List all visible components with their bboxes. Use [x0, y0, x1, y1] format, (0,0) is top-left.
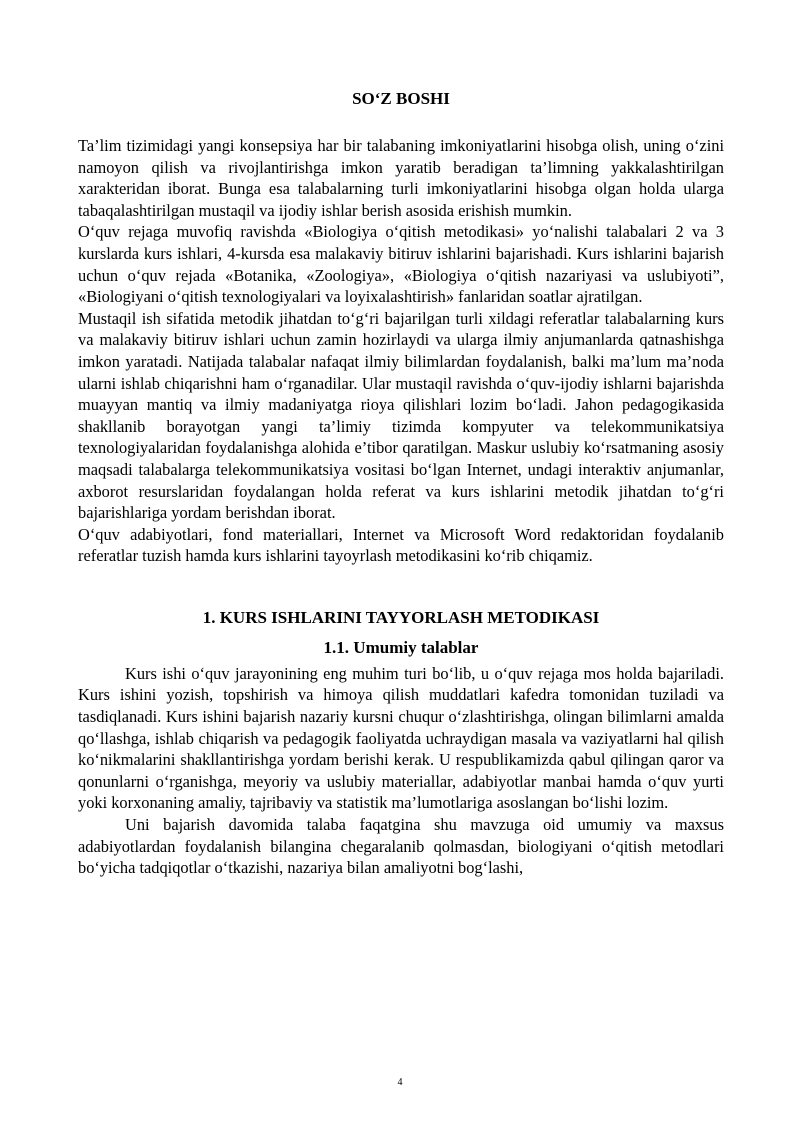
section-title: 1. KURS ISHLARINI TAYYORLASH METODIKASI — [202, 607, 600, 627]
subsection-body — [78, 663, 724, 879]
page-number: 4 — [397, 1077, 403, 1088]
page-title: SO‘Z BOSHI — [352, 89, 450, 108]
document-page — [78, 88, 724, 879]
intro-paragraph-3: Mustaqil ish sifatida metodik jihatdan to‘g‘ri bajarilgan turli xildagi referatlar talabalarning kurs va malakaviy bitiruv ishlari uchun zamin hozirlaydi va ularga ilmiy anjumanlarda qatnashishga imkon yaratadi. Natijada talabalar nafaqat ilmiy bilimlardan foydalanish, balki ma’lum ma’noda ularni ishlab chiqarishni ham o‘rganadilar. Ular mustaqil ravishda o‘quv-ijodiy ishlarni bajarishda muayyan mantiq va ilmiy madaniyatga rioya qilishlari lozim bo‘ladi. Jahon pedagogikasida shakllanib borayotgan yangi ta’limiy tizimda kompyuter va telekommunikatsiya texnologiyalaridan foydalanishga alohida e’tibor qaratilgan. Maskur uslubiy ko‘rsatmaning asosiy maqsadi talabalarga telekommunikatsiya vositasi bo‘lgan Internet, undagi interaktiv anjumanlar, axborot resurslaridan foydalangan holda referat va kurs ishlarini metodik jihatdan to‘g‘ri bajarishlariga yordam berishdan iborat. — [78, 308, 724, 523]
subsection-title: 1.1. Umumiy talablar — [323, 637, 479, 657]
intro-section — [78, 135, 724, 567]
intro-paragraph-2: O‘quv rejaga muvofiq ravishda «Biologiya o‘qitish metodikasi» yo‘nalishi talabalari 2 va 3 kurslarda kurs ishlari, 4-kursda esa malakaviy bitiruv ishlarini bajarishadi. Kurs ishlarini bajarish uchun o‘quv rejada «Botanika, «Zoologiya», «Biologiya o‘qitish nazariyasi va uslubiyoti”, «Biologiyani o‘qitish texnologiyalari va loyixalashtirish» fanlaridan soatlar ajratilgan. — [78, 222, 724, 307]
body-paragraph-1: Kurs ishi o‘quv jarayonining eng muhim turi bo‘lib, u o‘quv rejaga mos holda bajariladi. Kurs ishini yozish, topshirish va himoya qilish muddatlari kafedra tomonidan tuziladi va tasdiqlanadi. Kurs ishini bajarish nazariy kursni chuqur o‘zlashtirishga, olingan bilimlarni amalda qo‘llashga, ishlab chiqarish va pedagogik faoliyatda uchraydigan masala va vaziyatlarni hal qilish ko‘nikmalarini shakllantirishga yordam berishi kerak. U respublikamizda qabul qilingan qaror va qonunlarni o‘rganishga, meyoriy va uslubiy materiallar, adabiyotlar manbai hamda o‘quv yurti yoki korxonaning amaliy, tajribaviy va statistik ma’lumotlariga asoslangan bo‘lishi lozim. — [78, 663, 724, 813]
body-paragraph-2: Uni bajarish davomida talaba faqatgina shu mavzuga oid umumiy va maxsus adabiyotlardan foydalanish bilangina chegaralanib qolmasdan, biologiyani o‘qitish metodlari bo‘yicha tadqiqotlar o‘tkazishi, nazariya bilan amaliyotni bog‘lashi, — [78, 815, 724, 878]
intro-paragraph-1: Ta’lim tizimidagi yangi konsepsiya har bir talabaning imkoniyatlarini hisobga olish, uning o‘zini namoyon qilish va rivojlantirishga imkon yaratib beradigan ta’limning yakkalashtirilgan xarakteridan iborat. Bunga esa talabalarning turli imkoniyatlarini hisobga olgan holda ularga tabaqalashtirilgan mustaqil va ijodiy ishlar berish asosida erishish mumkin. — [78, 136, 724, 220]
intro-paragraph-4: O‘quv adabiyotlari, fond materiallari, Internet va Microsoft Word redaktoridan foydalanib referatlar tuzish hamda kurs ishlarini tayoyrlash metodikasini ko‘rib chiqamiz. — [78, 524, 724, 566]
